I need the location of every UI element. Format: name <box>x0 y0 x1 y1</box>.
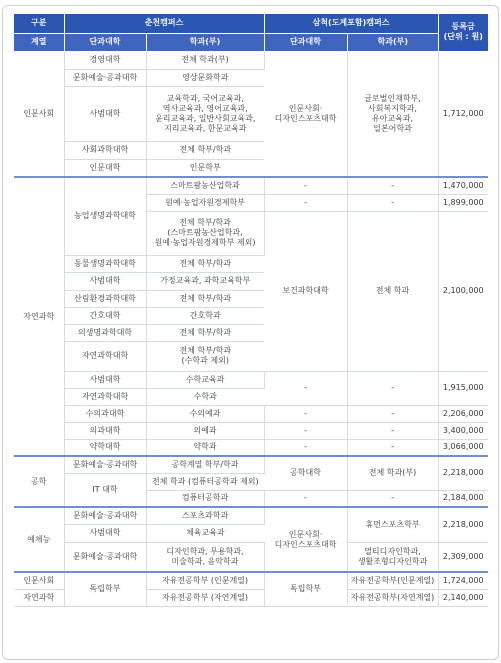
samcheok-dept-cell: 휴먼스포츠학부 <box>347 507 438 542</box>
college-cell: 경영대학 <box>64 51 146 69</box>
dept-cell: 체육교육과 <box>146 524 264 542</box>
college-cell: 동물생명과학대학 <box>64 255 146 272</box>
samcheok-college-cell: - <box>264 371 347 405</box>
category-cell: 자연과학 <box>14 589 64 606</box>
college-cell: 자연과학대학 <box>64 388 146 405</box>
samcheok-dept-cell: 멀티디자인학과, 생활조형디자인학과 <box>347 542 438 572</box>
dept-cell: 교육학과, 국어교육과, 역사교육과, 영어교육과, 윤리교육과, 일반사회교육과, 지리교육과, 한문교육과 <box>146 86 264 141</box>
dept-cell: 공학계열 학부/학과 <box>146 456 264 473</box>
dept-cell: 스포츠과학과 <box>146 507 264 524</box>
header-samcheok: 삼척(도계포함)캠퍼스 <box>264 14 438 33</box>
dept-cell: 가정교육과, 과학교육학부 <box>146 272 264 290</box>
fee-cell: 2,184,000 <box>438 490 488 507</box>
college-cell: 문화예술·공과대학 <box>64 507 146 524</box>
samcheok-dept-cell: 글로벌인재학부, 사회복지학과, 유아교육과, 일본어학과 <box>347 51 438 177</box>
header-college2: 단과대학 <box>264 33 347 51</box>
samcheok-college-cell: 인문사회· 디자인스포츠대학 <box>264 51 347 177</box>
college-cell: 문화예술·공과대학 <box>64 456 146 473</box>
samcheok-college-cell: 보건과학대학 <box>264 211 347 371</box>
dept-cell: 약학과 <box>146 439 264 456</box>
dept-cell: 수학교육과 <box>146 371 264 388</box>
dept-cell: 수학과 <box>146 388 264 405</box>
college-cell: 사범대학 <box>64 524 146 542</box>
college-cell: 자연과학대학 <box>64 341 146 371</box>
fee-cell: 2,206,000 <box>438 405 488 422</box>
college-cell: 사회과학대학 <box>64 141 146 159</box>
fee-cell: 1,724,000 <box>438 572 488 589</box>
college-cell: 독립학부 <box>64 572 146 606</box>
college-cell: 산림환경과학대학 <box>64 290 146 307</box>
header-college: 단과대학 <box>64 33 146 51</box>
header-dept: 학과(부) <box>146 33 264 51</box>
college-cell: 수의과대학 <box>64 405 146 422</box>
dept-cell: 자유전공학부 (인문계열) <box>146 572 264 589</box>
fee-cell: 2,218,000 <box>438 456 488 490</box>
samcheok-dept-cell: - <box>347 405 438 422</box>
college-cell: IT 대학 <box>64 473 146 507</box>
dept-cell: 전체 학부/학과 (스마트팜농산업학과, 원예·농업자원경제학부 제외) <box>146 211 264 255</box>
header-fee: 등록금 (단위 : 원) <box>438 14 488 51</box>
fee-cell: 2,218,000 <box>438 507 488 542</box>
dept-cell: 전체 학과 (컴퓨터공학과 제외) <box>146 473 264 490</box>
fee-cell: 2,309,000 <box>438 542 488 572</box>
fee-cell: 2,140,000 <box>438 589 488 606</box>
header-chuncheon: 춘천캠퍼스 <box>64 14 264 33</box>
fee-cell: 1,712,000 <box>438 51 488 177</box>
college-cell: 사범대학 <box>64 86 146 141</box>
header-gyeyeol: 계열 <box>14 33 64 51</box>
samcheok-dept-cell: - <box>347 439 438 456</box>
samcheok-dept-cell: - <box>347 490 438 507</box>
dept-cell: 전체 학부/학과 <box>146 255 264 272</box>
dept-cell: 스마트팜농산업학과 <box>146 177 264 194</box>
samcheok-dept-cell: 전체 학과 <box>347 211 438 371</box>
category-cell: 예체능 <box>14 507 64 572</box>
category-cell: 인문사회 <box>14 51 64 177</box>
fee-cell: 2,100,000 <box>438 211 488 371</box>
college-cell: 의생명과학대학 <box>64 324 146 341</box>
fee-cell: 1,915,000 <box>438 371 488 405</box>
dept-cell: 디자인학과, 무용학과, 미술학과, 음악학과 <box>146 542 264 572</box>
dept-cell: 전체 학부/학과 (수학과 제외) <box>146 341 264 371</box>
samcheok-college-cell: - <box>264 177 347 194</box>
samcheok-dept-cell: - <box>347 371 438 405</box>
header-dept2: 학과(부) <box>347 33 438 51</box>
college-cell: 인문대학 <box>64 159 146 177</box>
samcheok-college-cell: 독립학부 <box>264 572 347 606</box>
dept-cell: 전체 학부/학과 <box>146 290 264 307</box>
header-gubun: 구분 <box>14 14 64 33</box>
fee-cell: 3,400,000 <box>438 422 488 439</box>
dept-cell: 전체 학부/학과 <box>146 324 264 341</box>
samcheok-college-cell: - <box>264 490 347 507</box>
dept-cell: 영상문화학과 <box>146 69 264 86</box>
dept-cell: 자유전공학부 (자연계열) <box>146 589 264 606</box>
college-cell: 사범대학 <box>64 371 146 388</box>
fee-cell: 1,470,000 <box>438 177 488 194</box>
samcheok-dept-cell: 자유전공학부(자연계열) <box>347 589 438 606</box>
college-cell: 간호대학 <box>64 307 146 324</box>
dept-cell: 전체 학과(부) <box>146 51 264 69</box>
samcheok-dept-cell: - <box>347 194 438 211</box>
samcheok-dept-cell: - <box>347 422 438 439</box>
samcheok-dept-cell: 전체 학과(부) <box>347 456 438 490</box>
category-cell: 공학 <box>14 456 64 507</box>
samcheok-college-cell: 인문사회· 디자인스포츠대학 <box>264 507 347 572</box>
dept-cell: 간호학과 <box>146 307 264 324</box>
samcheok-college-cell: - <box>264 194 347 211</box>
college-cell: 의과대학 <box>64 422 146 439</box>
fee-cell: 1,899,000 <box>438 194 488 211</box>
dept-cell: 컴퓨터공학과 <box>146 490 264 507</box>
samcheok-college-cell: - <box>264 439 347 456</box>
dept-cell: 전체 학부/학과 <box>146 141 264 159</box>
dept-cell: 의예과 <box>146 422 264 439</box>
college-cell: 농업생명과학대학 <box>64 177 146 255</box>
category-cell: 인문사회 <box>14 572 64 589</box>
dept-cell: 원예·농업자원경제학부 <box>146 194 264 211</box>
samcheok-college-cell: 공학대학 <box>264 456 347 490</box>
tuition-table <box>14 14 488 607</box>
samcheok-dept-cell: 자유전공학부(인문계열) <box>347 572 438 589</box>
fee-cell: 3,066,000 <box>438 439 488 456</box>
college-cell: 문화예술·공과대학 <box>64 69 146 86</box>
college-cell: 사범대학 <box>64 272 146 290</box>
samcheok-dept-cell: - <box>347 177 438 194</box>
college-cell: 문화예술·공과대학 <box>64 542 146 572</box>
samcheok-college-cell: - <box>264 422 347 439</box>
dept-cell: 인문학부 <box>146 159 264 177</box>
dept-cell: 수의예과 <box>146 405 264 422</box>
samcheok-college-cell: - <box>264 405 347 422</box>
college-cell: 약학대학 <box>64 439 146 456</box>
category-cell: 자연과학 <box>14 177 64 456</box>
